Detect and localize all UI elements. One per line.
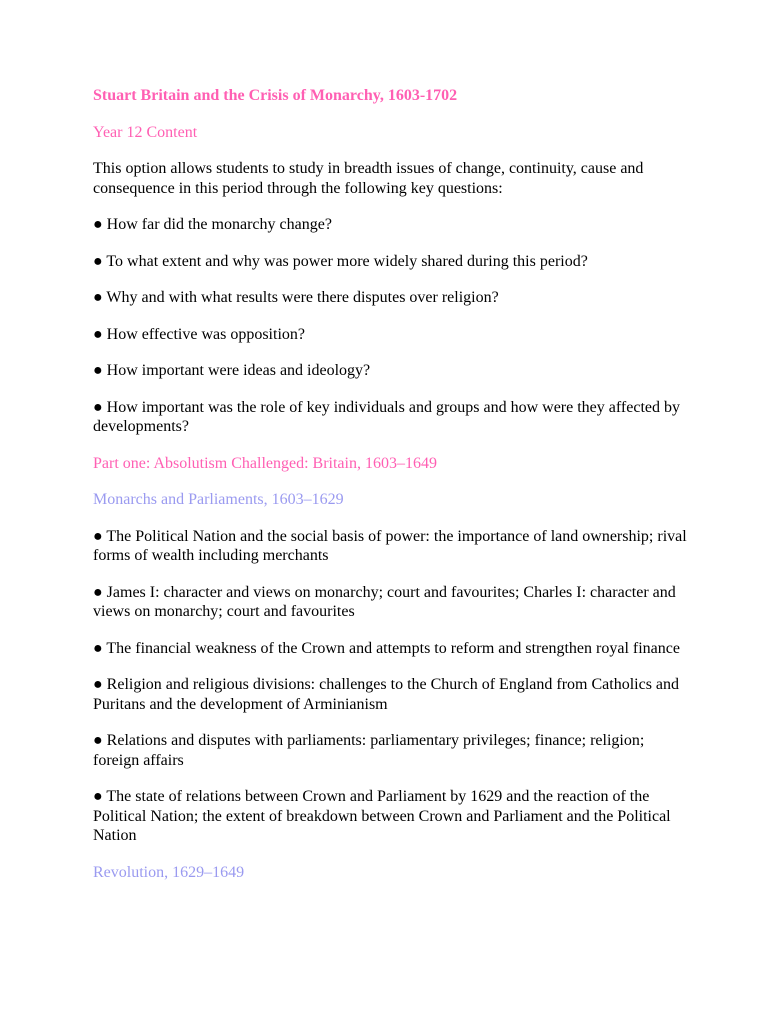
content-point-text: The Political Nation and the social basis of power: the importance of land ownership; rival forms of wealth including merchants bbox=[93, 527, 687, 564]
key-question-item bbox=[93, 325, 693, 345]
content-point-item bbox=[93, 731, 693, 770]
bullet-icon: ● bbox=[93, 398, 103, 416]
content-point-item bbox=[93, 675, 693, 714]
key-question-item bbox=[93, 252, 693, 272]
content-point-item bbox=[93, 787, 693, 846]
key-question-text: How important were ideas and ideology? bbox=[106, 362, 371, 379]
bullet-icon: ● bbox=[93, 732, 103, 749]
key-question-text: To what extent and why was power more widely shared during this period? bbox=[106, 252, 588, 270]
bullet-icon: ● bbox=[93, 527, 103, 545]
content-point-item bbox=[93, 639, 693, 659]
bullet-icon: ● bbox=[93, 325, 103, 343]
key-question-item bbox=[93, 398, 693, 437]
content-point-text: The financial weakness of the Crown and attempts to reform and strengthen royal finance bbox=[106, 639, 680, 657]
document-subtitle: Year 12 Content bbox=[93, 123, 198, 141]
bullet-icon: ● bbox=[93, 362, 103, 379]
key-question-item bbox=[93, 361, 693, 381]
content-point-text: The state of relations between Crown and Parliament by 1629 and the reaction of the Political Nation; the extent of breakdown between Crown and Parliament and the Political Nation bbox=[93, 788, 671, 844]
content-point-text: Religion and religious divisions: challenges to the Church of England from Catholics and Puritans and the development of Arminianism bbox=[93, 676, 680, 713]
content-point-item bbox=[93, 583, 693, 622]
bullet-icon: ● bbox=[93, 216, 103, 233]
document-title: Stuart Britain and the Crisis of Monarchy, 1603-1702 bbox=[93, 87, 458, 104]
content-point-text: James I: character and views on monarchy; court and favourites; Charles I: character and views on monarchy; court and favourites bbox=[93, 583, 676, 620]
key-question-text: How effective was opposition? bbox=[106, 325, 305, 343]
key-question-text: How important was the role of key individuals and groups and how were they affected by developments? bbox=[93, 398, 680, 435]
intro-paragraph: This option allows students to study in breadth issues of change, continuity, cause and consequence in this period through the following key questions: bbox=[93, 160, 644, 197]
bullet-icon: ● bbox=[93, 289, 103, 306]
bullet-icon: ● bbox=[93, 639, 103, 657]
content-point-text: Relations and disputes with parliaments: parliamentary privileges; finance; religion; foreign affairs bbox=[93, 732, 645, 769]
section-heading-revolution: Revolution, 1629–1649 bbox=[93, 863, 245, 881]
key-question-item bbox=[93, 288, 693, 308]
part-one-heading: Part one: Absolutism Challenged: Britain, 1603–1649 bbox=[93, 454, 437, 472]
bullet-icon: ● bbox=[93, 676, 103, 693]
key-question-item bbox=[93, 215, 693, 235]
bullet-icon: ● bbox=[93, 252, 103, 270]
document-page bbox=[93, 86, 693, 899]
bullet-icon: ● bbox=[93, 583, 103, 601]
content-point-item bbox=[93, 527, 693, 566]
section-heading-monarchs-parliaments: Monarchs and Parliaments, 1603–1629 bbox=[93, 491, 344, 508]
key-question-text: How far did the monarchy change? bbox=[106, 216, 332, 233]
bullet-icon: ● bbox=[93, 788, 103, 805]
key-question-text: Why and with what results were there disputes over religion? bbox=[106, 289, 499, 306]
